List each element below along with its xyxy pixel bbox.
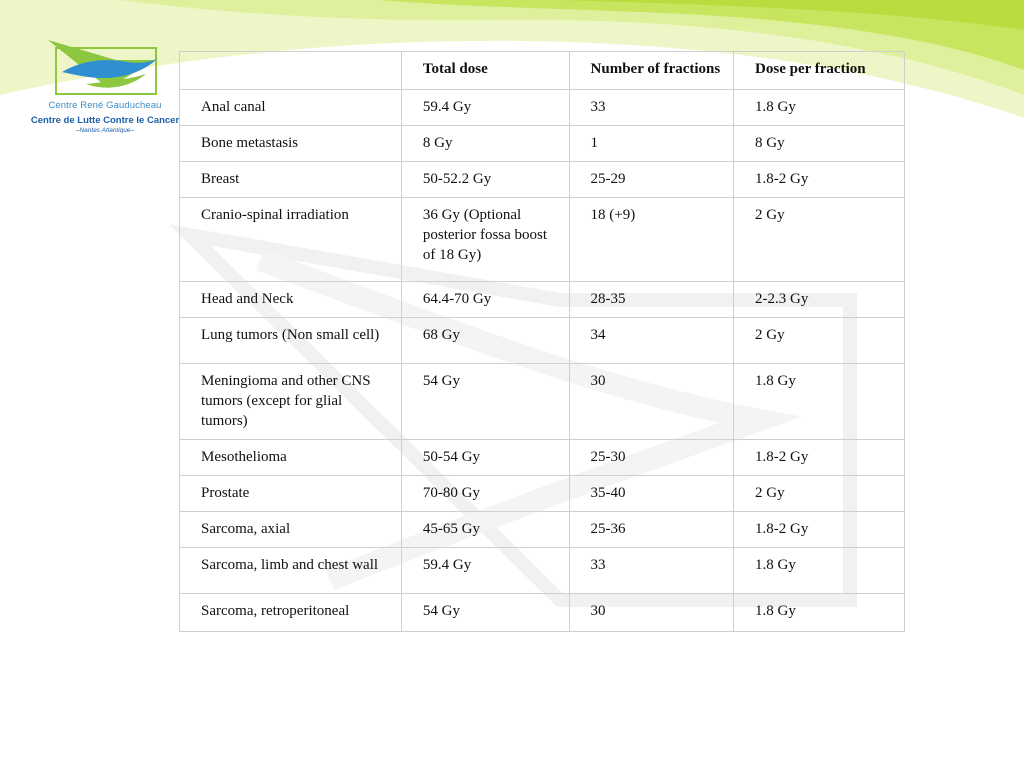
cell-dose-per-fraction: 1.8-2 Gy: [734, 440, 905, 476]
cell-number-of-fractions: 28-35: [569, 282, 734, 318]
cell-number-of-fractions: 35-40: [569, 476, 734, 512]
cell-dose-per-fraction: 8 Gy: [734, 126, 905, 162]
table-row: [180, 512, 905, 548]
table-row: [180, 364, 905, 440]
table-row: [180, 594, 905, 632]
cell-number-of-fractions: 25-29: [569, 162, 734, 198]
cell-total-dose: 64.4-70 Gy: [401, 282, 569, 318]
cell-dose-per-fraction: 2 Gy: [734, 476, 905, 512]
cell-number-of-fractions: 34: [569, 318, 734, 364]
institution-logo: [20, 38, 190, 142]
table-row: [180, 440, 905, 476]
cell-site: Sarcoma, retroperitoneal: [180, 594, 402, 632]
table-row: [180, 198, 905, 282]
table-header-row: [180, 52, 905, 90]
cell-total-dose: 59.4 Gy: [401, 548, 569, 594]
cell-site: Sarcoma, limb and chest wall: [180, 548, 402, 594]
cell-site: Prostate: [180, 476, 402, 512]
header-site: [180, 52, 402, 90]
cell-number-of-fractions: 1: [569, 126, 734, 162]
cell-dose-per-fraction: 1.8-2 Gy: [734, 162, 905, 198]
logo-location: –Nantes Atlantique–: [75, 127, 135, 134]
cell-site: Sarcoma, axial: [180, 512, 402, 548]
table-row: [180, 90, 905, 126]
cell-dose-per-fraction: 1.8 Gy: [734, 90, 905, 126]
cell-number-of-fractions: 33: [569, 90, 734, 126]
cell-total-dose: 54 Gy: [401, 364, 569, 440]
cell-dose-per-fraction: 1.8 Gy: [734, 594, 905, 632]
cell-number-of-fractions: 33: [569, 548, 734, 594]
cell-dose-per-fraction: 2 Gy: [734, 198, 905, 282]
cell-dose-per-fraction: 1.8-2 Gy: [734, 512, 905, 548]
cell-site: Lung tumors (Non small cell): [180, 318, 402, 364]
cell-total-dose: 50-54 Gy: [401, 440, 569, 476]
table-row: [180, 162, 905, 198]
cell-dose-per-fraction: 2 Gy: [734, 318, 905, 364]
header-dose-per-fraction: Dose per fraction: [734, 52, 905, 90]
logo-flag-icon: [46, 38, 166, 100]
logo-institution-name: Centre René Gauducheau: [48, 100, 162, 111]
cell-dose-per-fraction: 1.8 Gy: [734, 548, 905, 594]
cell-total-dose: 8 Gy: [401, 126, 569, 162]
cell-site: Head and Neck: [180, 282, 402, 318]
cell-site: Bone metastasis: [180, 126, 402, 162]
cell-site: Cranio-spinal irradiation: [180, 198, 402, 282]
cell-total-dose: 68 Gy: [401, 318, 569, 364]
cell-number-of-fractions: 30: [569, 364, 734, 440]
table-row: [180, 126, 905, 162]
table-row: [180, 318, 905, 364]
table-row: [180, 548, 905, 594]
table-row: [180, 476, 905, 512]
header-number-of-fractions: Number of fractions: [569, 52, 734, 90]
header-total-dose: Total dose: [401, 52, 569, 90]
cell-total-dose: 50-52.2 Gy: [401, 162, 569, 198]
cell-number-of-fractions: 18 (+9): [569, 198, 734, 282]
cell-site: Meningioma and other CNS tumors (except for glial tumors): [180, 364, 402, 440]
cell-total-dose: 59.4 Gy: [401, 90, 569, 126]
dose-table: [179, 51, 905, 632]
cell-number-of-fractions: 25-30: [569, 440, 734, 476]
cell-dose-per-fraction: 1.8 Gy: [734, 364, 905, 440]
cell-number-of-fractions: 25-36: [569, 512, 734, 548]
cell-site: Mesothelioma: [180, 440, 402, 476]
cell-dose-per-fraction: 2-2.3 Gy: [734, 282, 905, 318]
cell-total-dose: 45-65 Gy: [401, 512, 569, 548]
cell-number-of-fractions: 30: [569, 594, 734, 632]
cell-site: Breast: [180, 162, 402, 198]
cell-total-dose: 54 Gy: [401, 594, 569, 632]
cell-total-dose: 70-80 Gy: [401, 476, 569, 512]
cell-total-dose: 36 Gy (Optional posterior fossa boost of 18 Gy): [401, 198, 569, 282]
logo-subtitle: Centre de Lutte Contre le Cancer: [30, 115, 180, 126]
cell-site: Anal canal: [180, 90, 402, 126]
table-row: [180, 282, 905, 318]
